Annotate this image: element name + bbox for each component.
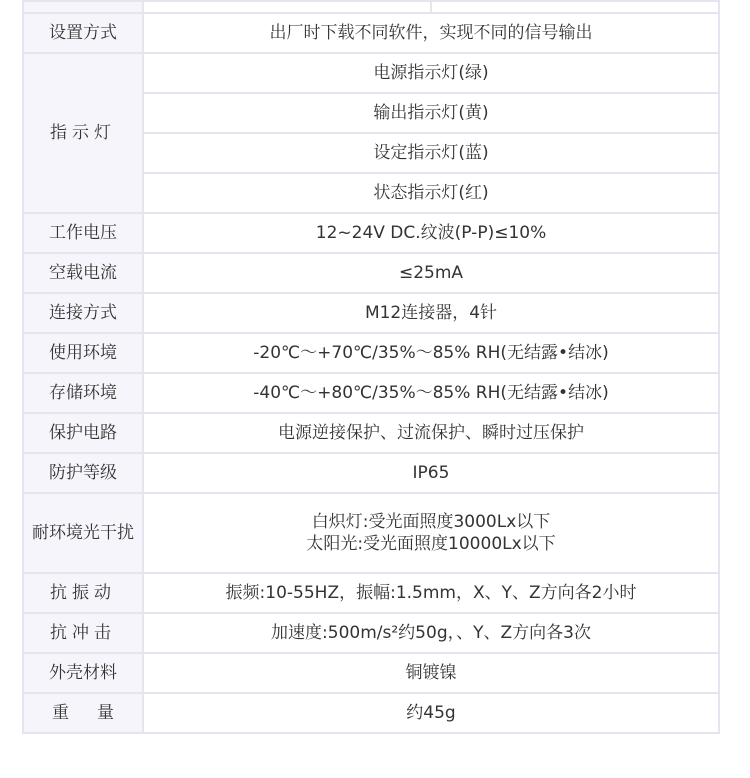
table-row-current (23, 253, 719, 293)
spec-table (22, 0, 720, 734)
row-value: 12~24V DC.纹波(P-P)≤10% (143, 213, 719, 253)
row-value-line: 太阳光:受光面照度10000Lx以下 (306, 534, 556, 554)
table-row-indicator (23, 53, 719, 93)
row-value: 电源指示灯(绿) (143, 53, 719, 93)
row-label: 使用环境 (23, 333, 143, 373)
table-row-shock (23, 613, 719, 653)
table-row-voltage (23, 213, 719, 253)
table-row-top-stub (23, 1, 719, 13)
row-value: 约45g (143, 693, 719, 733)
row-value: -40℃～+80℃/35%～85% RH(无结露•结冰) (143, 373, 719, 413)
row-label: 抗振动 (23, 573, 143, 613)
row-label: 存储环境 (23, 373, 143, 413)
row-value: IP65 (143, 453, 719, 493)
row-value: 设定指示灯(蓝) (143, 133, 719, 173)
table-row-setting-method (23, 13, 719, 53)
row-label: 防护等级 (23, 453, 143, 493)
row-value: -20℃～+70℃/35%～85% RH(无结露•结冰) (143, 333, 719, 373)
row-value: 铜镀镍 (143, 653, 719, 693)
table-row-protection-circuit (23, 413, 719, 453)
table-row-connection (23, 293, 719, 333)
row-value: 出厂时下载不同软件，实现不同的信号输出 (143, 13, 719, 53)
row-value: 状态指示灯(红) (143, 173, 719, 213)
row-label: 设置方式 (23, 13, 143, 53)
top-stub-value-cell (143, 1, 719, 13)
table-row-housing (23, 653, 719, 693)
table-row-vibration (23, 573, 719, 613)
row-label: 抗冲击 (23, 613, 143, 653)
table-row-weight (23, 693, 719, 733)
table-row-operating-env (23, 333, 719, 373)
top-stub-label-cell (23, 1, 143, 13)
row-label: 工作电压 (23, 213, 143, 253)
row-value: 输出指示灯(黄) (143, 93, 719, 133)
row-value: ≤25mA (143, 253, 719, 293)
row-value (143, 493, 719, 573)
row-value-line: 白炽灯:受光面照度3000Lx以下 (311, 511, 551, 532)
table-row-ambient-light (23, 493, 719, 573)
row-label: 空载电流 (23, 253, 143, 293)
table-row-ip-rating (23, 453, 719, 493)
row-label: 连接方式 (23, 293, 143, 333)
table-row-storage-env (23, 373, 719, 413)
row-value: 加速度:500m/s²约50g，、Y、Z方向各3次 (143, 613, 719, 653)
row-value: 振频:10-55HZ，振幅:1.5mm，X、Y、Z方向各2小时 (143, 573, 719, 613)
row-label: 外壳材料 (23, 653, 143, 693)
row-label: 指示灯 (23, 53, 143, 213)
row-value: 电源逆接保护、过流保护、瞬时过压保护 (143, 413, 719, 453)
row-label: 保护电路 (23, 413, 143, 453)
row-label: 重量 (23, 693, 143, 733)
row-value: M12连接器，4针 (143, 293, 719, 333)
row-label: 耐环境光干扰 (23, 493, 143, 573)
